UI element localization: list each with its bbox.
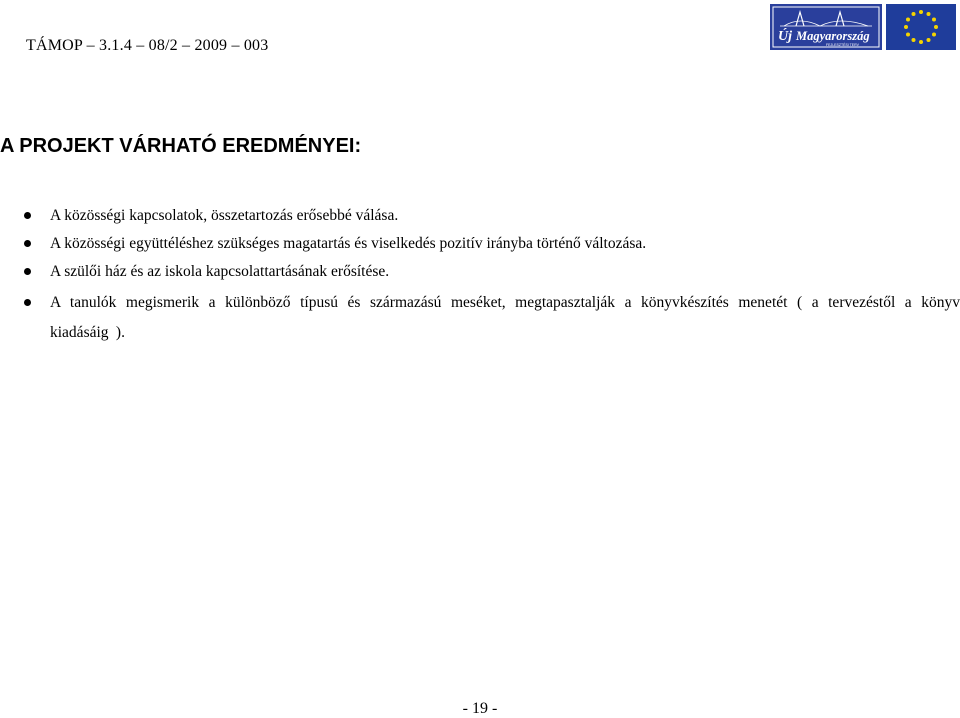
list-item xyxy=(0,204,960,227)
svg-text:Magyarország: Magyarország xyxy=(796,29,870,43)
bullet-icon xyxy=(24,240,31,247)
list-item-text: A szülői ház és az iskola kapcsolattartásának erősítése. xyxy=(50,263,390,280)
bullet-icon xyxy=(24,212,31,219)
uj-magyarorszag-logo xyxy=(770,4,882,50)
bullet-icon xyxy=(24,299,31,306)
section-title: A PROJEKT VÁRHATÓ EREDMÉNYEI: xyxy=(0,135,362,157)
svg-text:Új: Új xyxy=(778,29,792,44)
list-item xyxy=(0,288,960,348)
page-number: - 19 - xyxy=(462,700,498,717)
bullet-icon xyxy=(24,268,31,275)
svg-text:FEJLESZTÉSI TERV: FEJLESZTÉSI TERV xyxy=(826,43,859,47)
document-reference-number: TÁMOP – 3.1.4 – 08/2 – 2009 – 003 xyxy=(26,37,269,54)
results-bullet-list xyxy=(0,204,960,353)
list-item-text: A tanulók megismerik a különböző típusú és származású meséket, megtapasztalják a könyvkészítés menetét ( a tervezéstől a könyv kiadásáig ). xyxy=(50,294,960,341)
header-logos xyxy=(770,4,956,50)
list-item-text: A közösségi kapcsolatok, összetartozás erősebbé válása. xyxy=(50,207,399,224)
list-item-text: A közösségi együttéléshez szükséges magatartás és viselkedés pozitív irányba történő változása. xyxy=(50,235,647,252)
list-item xyxy=(0,260,960,283)
eu-flag-logo xyxy=(886,4,956,50)
list-item xyxy=(0,232,960,255)
